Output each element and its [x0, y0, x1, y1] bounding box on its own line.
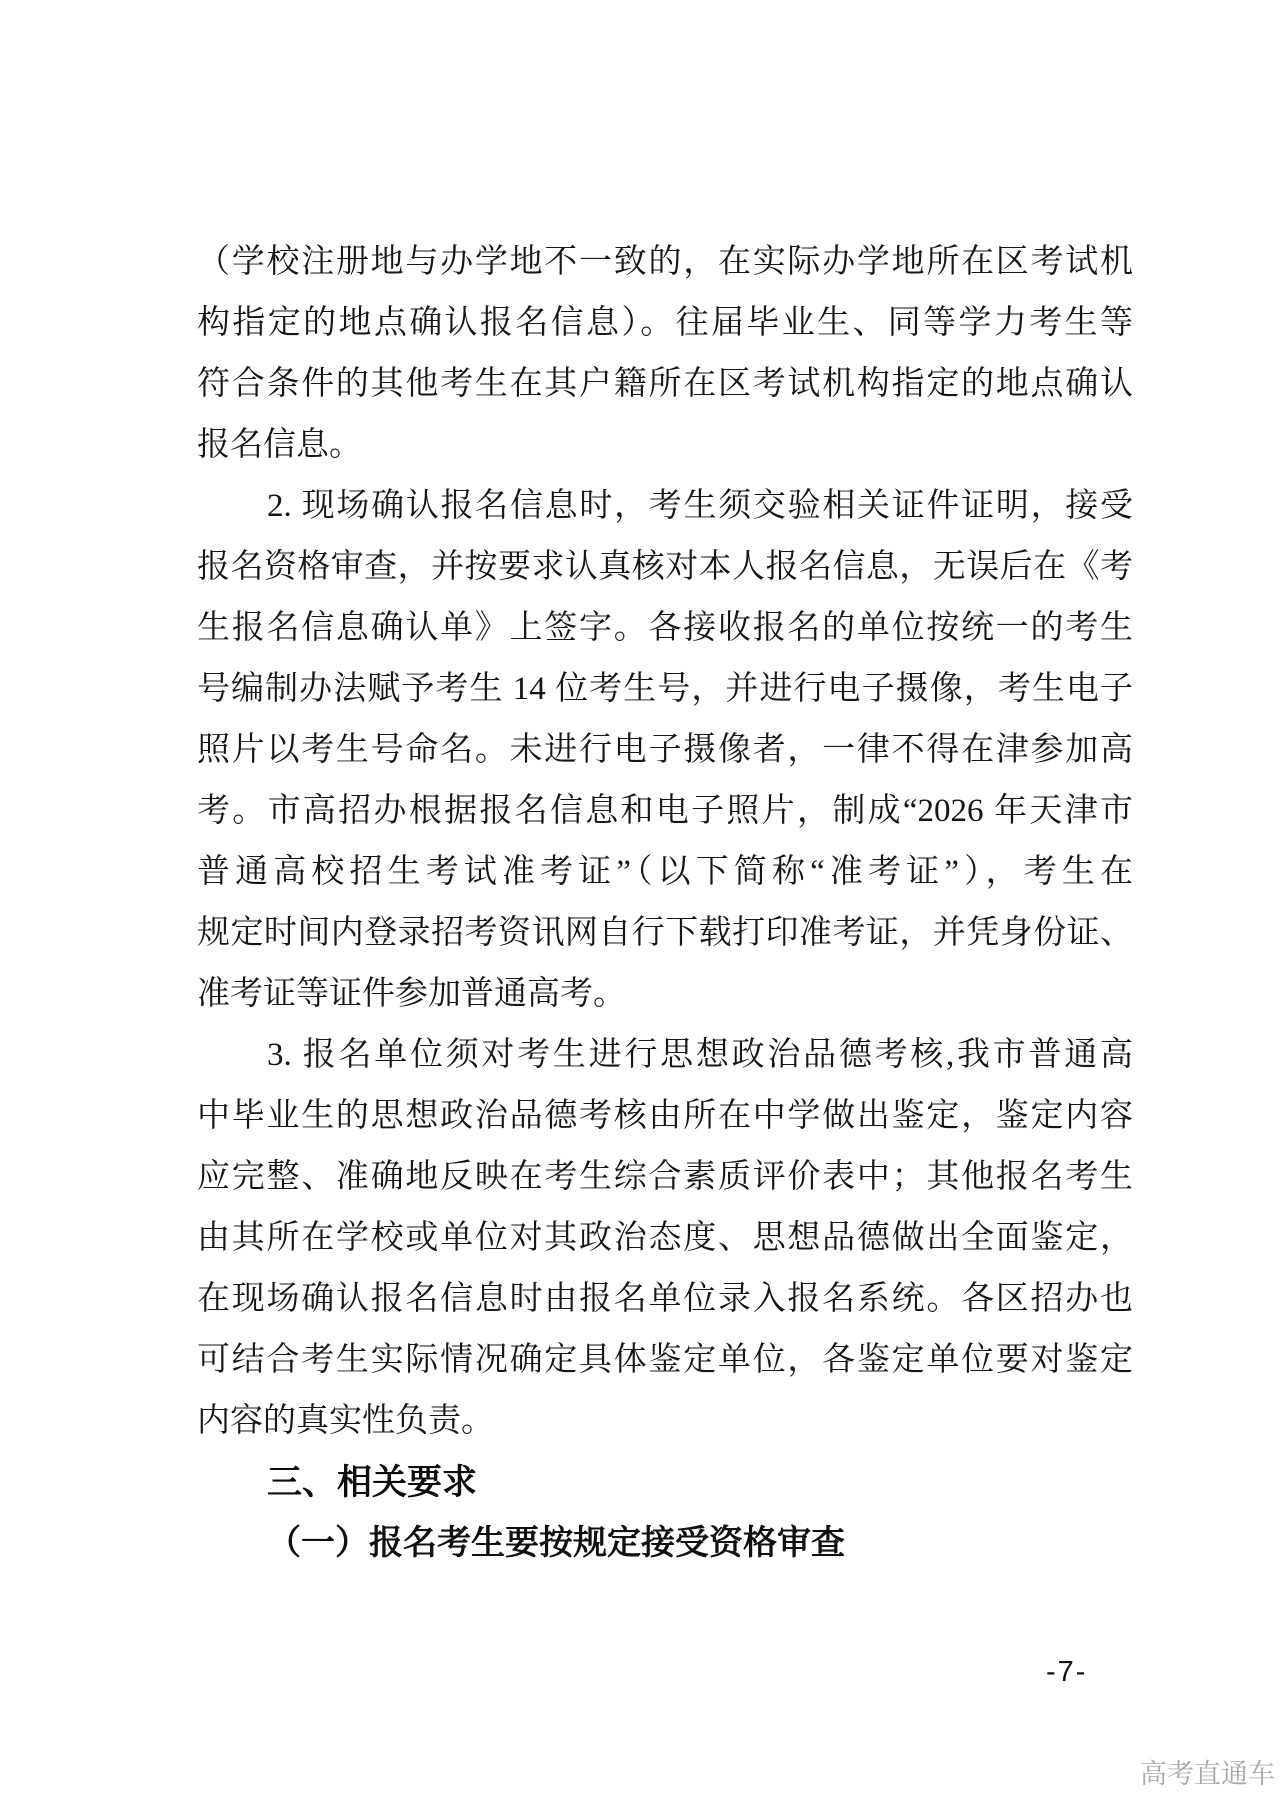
- text-line: 在现场确认报名信息时由报名单位录入报名系统。各区招办也: [197, 1281, 1133, 1317]
- text-line: 由其所在学校或单位对其政治态度、思想品德做出全面鉴定，: [197, 1220, 1133, 1256]
- text-line: 中毕业生的思想政治品德考核由所在中学做出鉴定，鉴定内容: [197, 1098, 1133, 1134]
- watermark: 高考直通车: [1140, 1759, 1275, 1789]
- text-line: 普通高校招生考试准考证”（以下简称“准考证”），考生在: [197, 854, 1133, 890]
- body-text: [197, 232, 1133, 1574]
- page-number: -7-: [1046, 1656, 1088, 1688]
- text-line: 报名资格审查，并按要求认真核对本人报名信息，无误后在《考: [197, 549, 1133, 585]
- text-line: 3. 报名单位须对考生进行思想政治品德考核,我市普通高: [267, 1037, 1133, 1073]
- text-line: 内容的真实性负责。: [197, 1403, 494, 1439]
- text-line: 号编制办法赋予考生 14 位考生号，并进行电子摄像，考生电子: [197, 671, 1133, 707]
- text-line: 准考证等证件参加普通高考。: [197, 976, 626, 1012]
- text-line: 2. 现场确认报名信息时，考生须交验相关证件证明，接受: [267, 488, 1133, 524]
- text-line: 构指定的地点确认报名信息）。往届毕业生、同等学力考生等: [197, 305, 1133, 341]
- text-line: 照片以考生号命名。未进行电子摄像者，一律不得在津参加高: [197, 732, 1133, 768]
- subsection-heading: （一）报名考生要按规定接受资格审查: [267, 1525, 845, 1562]
- text-line: 应完整、准确地反映在考生综合素质评价表中；其他报名考生: [197, 1159, 1133, 1195]
- text-line: 可结合考生实际情况确定具体鉴定单位，各鉴定单位要对鉴定: [197, 1342, 1133, 1378]
- text-line: 生报名信息确认单》上签字。各接收报名的单位按统一的考生: [197, 610, 1133, 646]
- text-line: 报名信息。: [197, 427, 362, 463]
- text-line: 考。市高招办根据报名信息和电子照片，制成“2026 年天津市: [197, 793, 1133, 829]
- text-line: 符合条件的其他考生在其户籍所在区考试机构指定的地点确认: [197, 366, 1133, 402]
- text-line: 规定时间内登录招考资讯网自行下载打印准考证，并凭身份证、: [197, 915, 1133, 951]
- text-line: （学校注册地与办学地不一致的，在实际办学地所在区考试机: [197, 244, 1133, 280]
- section-heading: 三、相关要求: [267, 1463, 478, 1502]
